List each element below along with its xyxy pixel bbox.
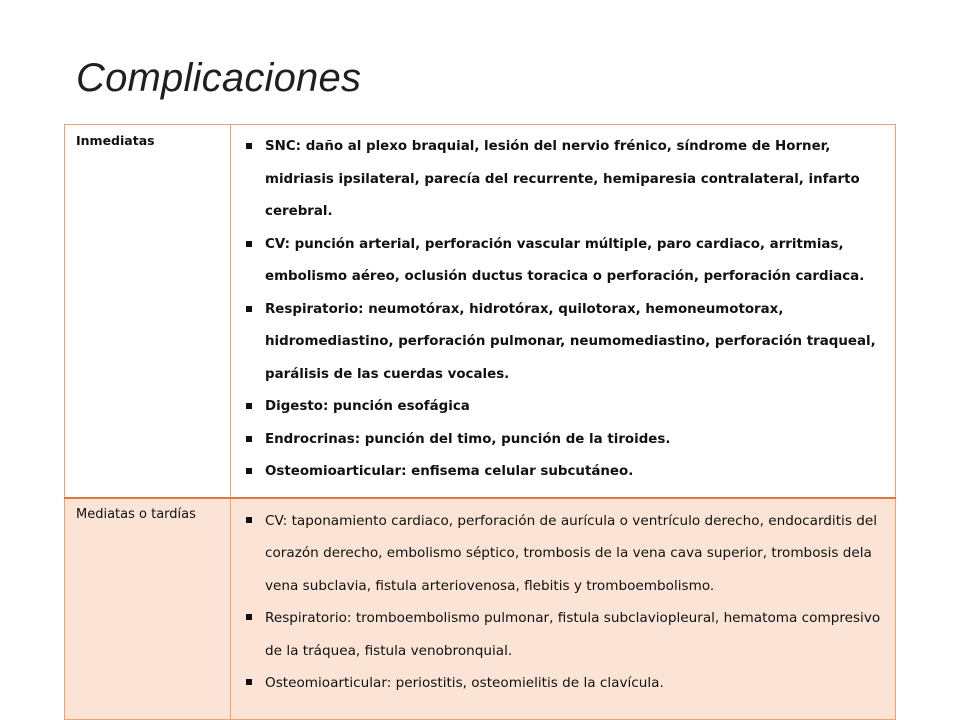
items-cell-late <box>231 498 896 720</box>
list-item-text: Osteomioarticular: periostitis, osteomielitis de la clavícula. <box>265 675 664 691</box>
table-row-immediate <box>65 125 896 498</box>
list-item-text: Digesto: punción esofágica <box>265 399 470 414</box>
square-bullet-icon <box>246 436 252 442</box>
list-item-text: Endrocrinas: punción del timo, punción de la tiroides. <box>265 431 671 447</box>
list-item <box>245 294 889 392</box>
category-late: Mediatas o tardías <box>65 498 231 720</box>
square-bullet-icon <box>246 614 252 620</box>
list-item <box>245 602 889 667</box>
square-bullet-icon <box>246 468 252 474</box>
complications-table <box>64 124 896 720</box>
square-bullet-icon <box>246 143 252 149</box>
square-bullet-icon <box>246 241 252 247</box>
square-bullet-icon <box>246 517 252 523</box>
square-bullet-icon <box>246 403 252 409</box>
category-immediate: Inmediatas <box>65 125 231 498</box>
list-item <box>245 229 889 294</box>
list-item-text: Respiratorio: tromboembolismo pulmonar, fistula subclaviopleural, hematoma compresivo de la tráquea, fistula venobronquial. <box>265 610 881 659</box>
list-item <box>245 424 889 457</box>
list-item <box>245 131 889 229</box>
list-item <box>245 391 889 424</box>
list-item <box>245 667 889 700</box>
immediate-list <box>245 131 889 489</box>
list-item <box>245 456 889 489</box>
list-item-text: SNC: daño al plexo braquial, lesión del nervio frénico, síndrome de Horner, midriasis ipsilateral, parecía del recurrente, hemiparesia contralateral, infarto cerebral. <box>265 139 860 219</box>
square-bullet-icon <box>246 306 252 312</box>
list-item-text: CV: punción arterial, perforación vascular múltiple, paro cardiaco, arritmias, embolismo aéreo, oclusión ductus toracica o perforación, perforación cardiaca. <box>265 236 865 284</box>
list-item-text: Osteomioarticular: enfisema celular subcutáneo. <box>265 464 634 479</box>
late-list <box>245 505 889 700</box>
list-item-text: CV: taponamiento cardiaco, perforación de aurícula o ventrículo derecho, endocarditis del corazón derecho, embolismo séptico, trombosis de la vena cava superior, trombosis dela vena subclavia, fistula arteriovenosa, flebitis y tromboembolismo. <box>265 512 877 594</box>
square-bullet-icon <box>246 679 252 685</box>
list-item-text: Respiratorio: neumotórax, hidrotórax, quilotorax, hemoneumotorax, hidromediastino, perforación pulmonar, neumomediastino, perforación traqueal, parálisis de las cuerdas vocales. <box>265 301 876 382</box>
slide-title: Complicaciones <box>76 56 362 100</box>
items-cell-immediate <box>231 125 896 498</box>
table-row-late <box>65 498 896 720</box>
list-item <box>245 505 889 603</box>
